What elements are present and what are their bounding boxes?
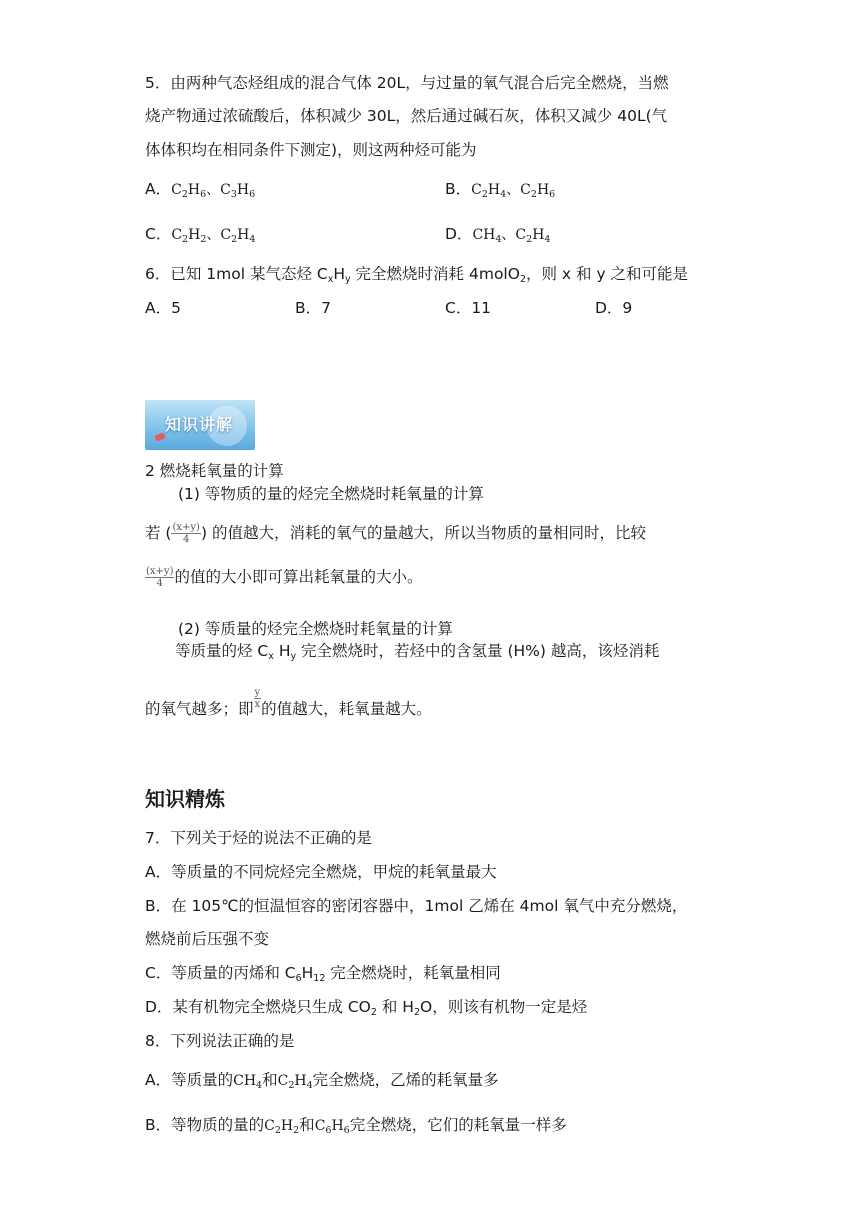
q6-option-d: D．9: [595, 299, 633, 317]
q6-option-c: C．11: [445, 299, 492, 317]
q5-option-a: A．$C_2H_6$、$C_3H_6$: [145, 180, 256, 200]
section-line-2: $\frac{(x+y)}{4}$ 的值的大小即可算出耗氧量的大小。: [146, 566, 423, 589]
q7-stem: 7．下列关于烃的说法不正确的是: [145, 829, 372, 847]
q5-line-2: 烧产物通过浓硫酸后，体积减少 30L，然后通过碱石灰，体积又减少 40L(气: [145, 107, 668, 125]
section-line-1: 若 ( $\frac{(x+y)}{4}$ ) 的值越大，消耗的氧气的量越大，所以当物质的量相同时，比较: [145, 522, 646, 545]
q5-line-3: 体体积均在相同条件下测定)，则这两种烃可能为: [145, 141, 477, 159]
section-title: 2 燃烧耗氧量的计算: [145, 462, 284, 480]
formula-c2h4: $C_2H_4$: [220, 227, 256, 245]
formula-c3h6: $C_3H_6$: [220, 182, 256, 200]
section-line-4: 的氧气越多；即 $\frac{y}{x}$ 的值越大，耗氧量越大。: [145, 687, 432, 718]
q8-stem: 8．下列说法正确的是: [145, 1032, 295, 1050]
formula-c2h6: $C_2H_6$: [520, 182, 556, 200]
q6-option-a: A．5: [145, 299, 181, 317]
q8-option-a: A．等质量的$CH_4$和$C_2H_4$完全燃烧，乙烯的耗氧量多: [145, 1071, 499, 1091]
q7-option-b-line-2: 燃烧前后压强不变: [145, 930, 270, 948]
section-sub-1: (1) 等物质的量的烃完全燃烧时耗氧量的计算: [178, 485, 484, 503]
formula-c2h4: $C_2H_4$: [515, 227, 551, 245]
formula-c2h2: $C_2H_2$: [171, 227, 207, 245]
section-line-3: 等质量的烃 $C_x$ $H_y$ 完全燃烧时，若烃中的含氢量 (H%) 越高，该烃消耗: [175, 642, 660, 662]
q8-option-b: B．等物质的量的$C_2H_2$和$C_6H_6$完全燃烧，它们的耗氧量一样多: [145, 1116, 567, 1136]
formula-c2h6: $C_2H_6$: [171, 182, 207, 200]
section-sub-2: (2) 等质量的烃完全燃烧时耗氧量的计算: [178, 620, 453, 638]
q5-option-b: B．$C_2H_4$、$C_2H_6$: [445, 180, 556, 200]
q7-option-b-line-1: B．在 105℃的恒温恒容的密闭容器中，1mol 乙烯在 4mol 氧气中充分燃烧，: [145, 897, 688, 915]
formula-ch4: $CH_4$: [233, 1073, 263, 1091]
q6-stem: 6．已知 1mol 某气态烃 $C_xH_y$ 完全燃烧时消耗 4molO$_2$，则 x 和 y 之和可能是: [145, 265, 689, 285]
formula-c2h4: $C_2H_4$: [471, 182, 507, 200]
fraction-y-over-x: $\frac{y}{x}$: [254, 687, 261, 710]
q5-line-1: 5．由两种气态烃组成的混合气体 20L，与过量的氧气混合后完全燃烧，当燃: [145, 74, 669, 92]
q6-option-b: B．7: [295, 299, 331, 317]
fraction-x-plus-y-over-4: $\frac{(x+y)}{4}$: [172, 522, 200, 545]
q5-option-d: D．$CH_4$、$C_2H_4$: [445, 225, 551, 245]
knowledge-explain-badge: [145, 400, 255, 450]
practice-heading: 知识精炼: [145, 787, 225, 811]
fraction-x-plus-y-over-4: $\frac{(x+y)}{4}$: [146, 566, 174, 589]
q7-option-d: D．某有机物完全燃烧只生成 $CO_2$ 和 $H_2O$，则该有机物一定是烃: [145, 998, 588, 1018]
paper-plane-icon: [154, 432, 165, 441]
q5-option-c: C．$C_2H_2$、$C_2H_4$: [145, 225, 256, 245]
formula-c2h4: $C_2H_4$: [277, 1073, 313, 1091]
q7-option-c: C．等质量的丙烯和 $C_6H_{12}$ 完全燃烧时，耗氧量相同: [145, 964, 501, 984]
badge-text: 知识讲解: [165, 415, 234, 434]
formula-c2h2: $C_2H_2$: [264, 1118, 300, 1136]
q7-option-a: A．等质量的不同烷烃完全燃烧，甲烷的耗氧量最大: [145, 863, 497, 881]
formula-c6h6: $C_6H_6$: [314, 1118, 350, 1136]
formula-ch4: $CH_4$: [472, 227, 502, 245]
